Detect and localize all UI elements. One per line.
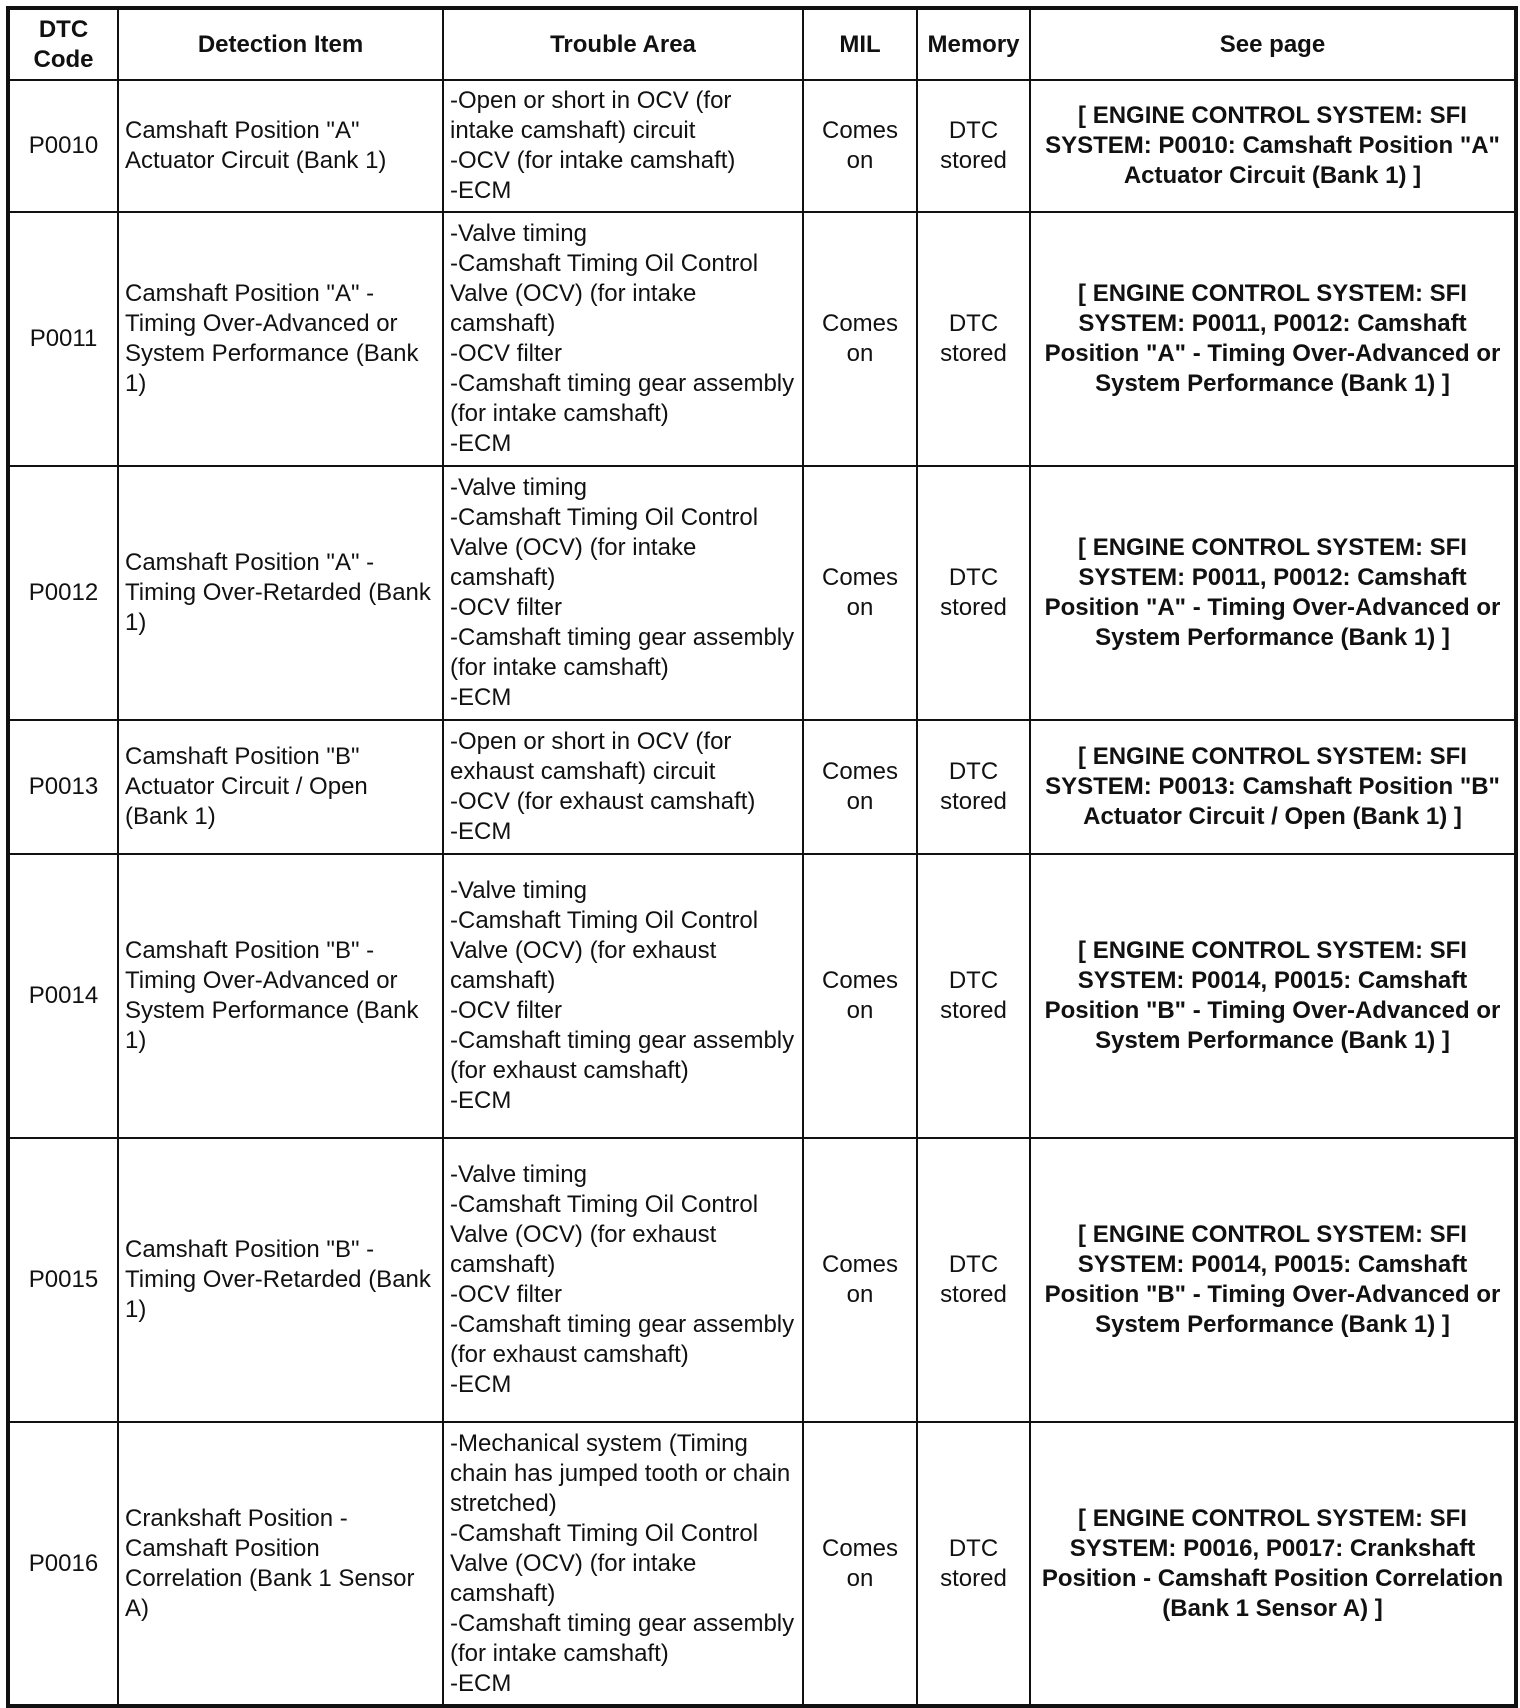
memory-cell: DTC stored <box>917 1138 1030 1422</box>
dtc-code-cell: P0015 <box>8 1138 118 1422</box>
table-row <box>8 466 1516 720</box>
trouble-area-cell <box>443 1422 803 1706</box>
trouble-area-item: -Open or short in OCV (for exhaust camshaft) circuit <box>450 728 732 785</box>
trouble-area-item: -Camshaft Timing Oil Control Valve (OCV) (for exhaust camshaft) <box>450 1191 759 1278</box>
table-row <box>8 720 1516 854</box>
see-page-cell: [ ENGINE CONTROL SYSTEM: SFI SYSTEM: P0014, P0015: Camshaft Position "B" - Timing Over-Advanced or System Performance (Bank 1) ] <box>1030 1138 1516 1422</box>
detection-item-cell: Camshaft Position "B" - Timing Over-Advanced or System Performance (Bank 1) <box>118 854 443 1138</box>
trouble-area-item: -ECM <box>450 1669 512 1697</box>
dtc-code-cell: P0011 <box>8 212 118 466</box>
trouble-area-item: -ECM <box>450 430 512 457</box>
header-see-page: See page <box>1030 8 1516 80</box>
memory-cell: DTC stored <box>917 720 1030 854</box>
trouble-area-item: -Camshaft timing gear assembly (for intake camshaft) <box>450 624 795 681</box>
mil-cell: Comes on <box>803 720 917 854</box>
header-row <box>8 8 1516 80</box>
trouble-area-item: -OCV filter <box>450 1281 563 1308</box>
table-body <box>8 80 1516 1706</box>
header-dtc-code: DTC Code <box>8 8 118 80</box>
trouble-area-item: -Camshaft timing gear assembly (for intake camshaft) <box>450 370 795 427</box>
see-page-cell: [ ENGINE CONTROL SYSTEM: SFI SYSTEM: P0013: Camshaft Position "B" Actuator Circuit / Open (Bank 1) ] <box>1030 720 1516 854</box>
memory-cell: DTC stored <box>917 80 1030 212</box>
trouble-area-item: -Valve timing <box>450 474 587 501</box>
trouble-area-item: -Camshaft Timing Oil Control Valve (OCV) (for intake camshaft) <box>450 250 759 337</box>
trouble-area-item: -ECM <box>450 818 512 845</box>
trouble-area-item: -Camshaft timing gear assembly (for exhaust camshaft) <box>450 1027 795 1084</box>
detection-item-cell: Camshaft Position "A" Actuator Circuit (Bank 1) <box>118 80 443 212</box>
memory-cell: DTC stored <box>917 212 1030 466</box>
see-page-cell: [ ENGINE CONTROL SYSTEM: SFI SYSTEM: P0011, P0012: Camshaft Position "A" - Timing Over-Advanced or System Performance (Bank 1) ] <box>1030 212 1516 466</box>
see-page-cell: [ ENGINE CONTROL SYSTEM: SFI SYSTEM: P0014, P0015: Camshaft Position "B" - Timing Over-Advanced or System Performance (Bank 1) ] <box>1030 854 1516 1138</box>
see-page-cell: [ ENGINE CONTROL SYSTEM: SFI SYSTEM: P0011, P0012: Camshaft Position "A" - Timing Over-Advanced or System Performance (Bank 1) ] <box>1030 466 1516 720</box>
detection-item-cell: Crankshaft Position - Camshaft Position Correlation (Bank 1 Sensor A) <box>118 1422 443 1706</box>
memory-cell: DTC stored <box>917 854 1030 1138</box>
trouble-area-item: -ECM <box>450 177 512 204</box>
trouble-area-item: -Open or short in OCV (for intake camshaft) circuit <box>450 87 732 144</box>
trouble-area-cell <box>443 212 803 466</box>
trouble-area-item: -Camshaft timing gear assembly (for intake camshaft) <box>450 1609 795 1667</box>
dtc-table <box>6 6 1518 1708</box>
mil-cell: Comes on <box>803 1422 917 1706</box>
trouble-area-cell <box>443 80 803 212</box>
trouble-area-item: -OCV filter <box>450 997 563 1024</box>
see-page-cell: [ ENGINE CONTROL SYSTEM: SFI SYSTEM: P0016, P0017: Crankshaft Position - Camshaft Position Correlation (Bank 1 Sensor A) ] <box>1030 1422 1516 1706</box>
dtc-code-cell: P0016 <box>8 1422 118 1706</box>
trouble-area-item: -Camshaft timing gear assembly (for exhaust camshaft) <box>450 1311 795 1368</box>
memory-cell: DTC stored <box>917 466 1030 720</box>
header-detection-item: Detection Item <box>118 8 443 80</box>
trouble-area-item: -Mechanical system (Timing chain has jumped tooth or chain stretched) <box>450 1429 791 1517</box>
see-page-cell: [ ENGINE CONTROL SYSTEM: SFI SYSTEM: P0010: Camshaft Position "A" Actuator Circuit (Bank 1) ] <box>1030 80 1516 212</box>
header-trouble-area: Trouble Area <box>443 8 803 80</box>
mil-cell: Comes on <box>803 80 917 212</box>
trouble-area-item: -OCV (for exhaust camshaft) <box>450 788 756 815</box>
trouble-area-item: -OCV filter <box>450 340 563 367</box>
trouble-area-cell <box>443 466 803 720</box>
trouble-area-item: -Valve timing <box>450 220 587 247</box>
memory-cell: DTC stored <box>917 1422 1030 1706</box>
trouble-area-cell <box>443 720 803 854</box>
mil-cell: Comes on <box>803 1138 917 1422</box>
trouble-area-item: -Camshaft Timing Oil Control Valve (OCV) (for intake camshaft) <box>450 504 759 591</box>
mil-cell: Comes on <box>803 466 917 720</box>
dtc-code-cell: P0014 <box>8 854 118 1138</box>
detection-item-cell: Camshaft Position "A" - Timing Over-Advanced or System Performance (Bank 1) <box>118 212 443 466</box>
table-row <box>8 1138 1516 1422</box>
mil-cell: Comes on <box>803 212 917 466</box>
header-mil: MIL <box>803 8 917 80</box>
detection-item-cell: Camshaft Position "B" Actuator Circuit / Open (Bank 1) <box>118 720 443 854</box>
dtc-code-cell: P0013 <box>8 720 118 854</box>
mil-cell: Comes on <box>803 854 917 1138</box>
dtc-code-cell: P0012 <box>8 466 118 720</box>
table-row <box>8 212 1516 466</box>
trouble-area-item: -Valve timing <box>450 877 587 904</box>
detection-item-cell: Camshaft Position "B" - Timing Over-Retarded (Bank 1) <box>118 1138 443 1422</box>
trouble-area-cell <box>443 854 803 1138</box>
trouble-area-item: -Valve timing <box>450 1161 587 1188</box>
table-row <box>8 1422 1516 1706</box>
trouble-area-item: -OCV (for intake camshaft) <box>450 147 736 174</box>
detection-item-cell: Camshaft Position "A" - Timing Over-Retarded (Bank 1) <box>118 466 443 720</box>
trouble-area-item: -Camshaft Timing Oil Control Valve (OCV) (for exhaust camshaft) <box>450 907 759 994</box>
trouble-area-item: -ECM <box>450 1087 512 1114</box>
dtc-code-cell: P0010 <box>8 80 118 212</box>
trouble-area-item: -ECM <box>450 684 512 711</box>
table-row <box>8 854 1516 1138</box>
trouble-area-item: -OCV filter <box>450 594 563 621</box>
trouble-area-cell <box>443 1138 803 1422</box>
table-row <box>8 80 1516 212</box>
header-memory: Memory <box>917 8 1030 80</box>
trouble-area-item: -Camshaft Timing Oil Control Valve (OCV) (for intake camshaft) <box>450 1519 759 1607</box>
trouble-area-item: -ECM <box>450 1371 512 1398</box>
